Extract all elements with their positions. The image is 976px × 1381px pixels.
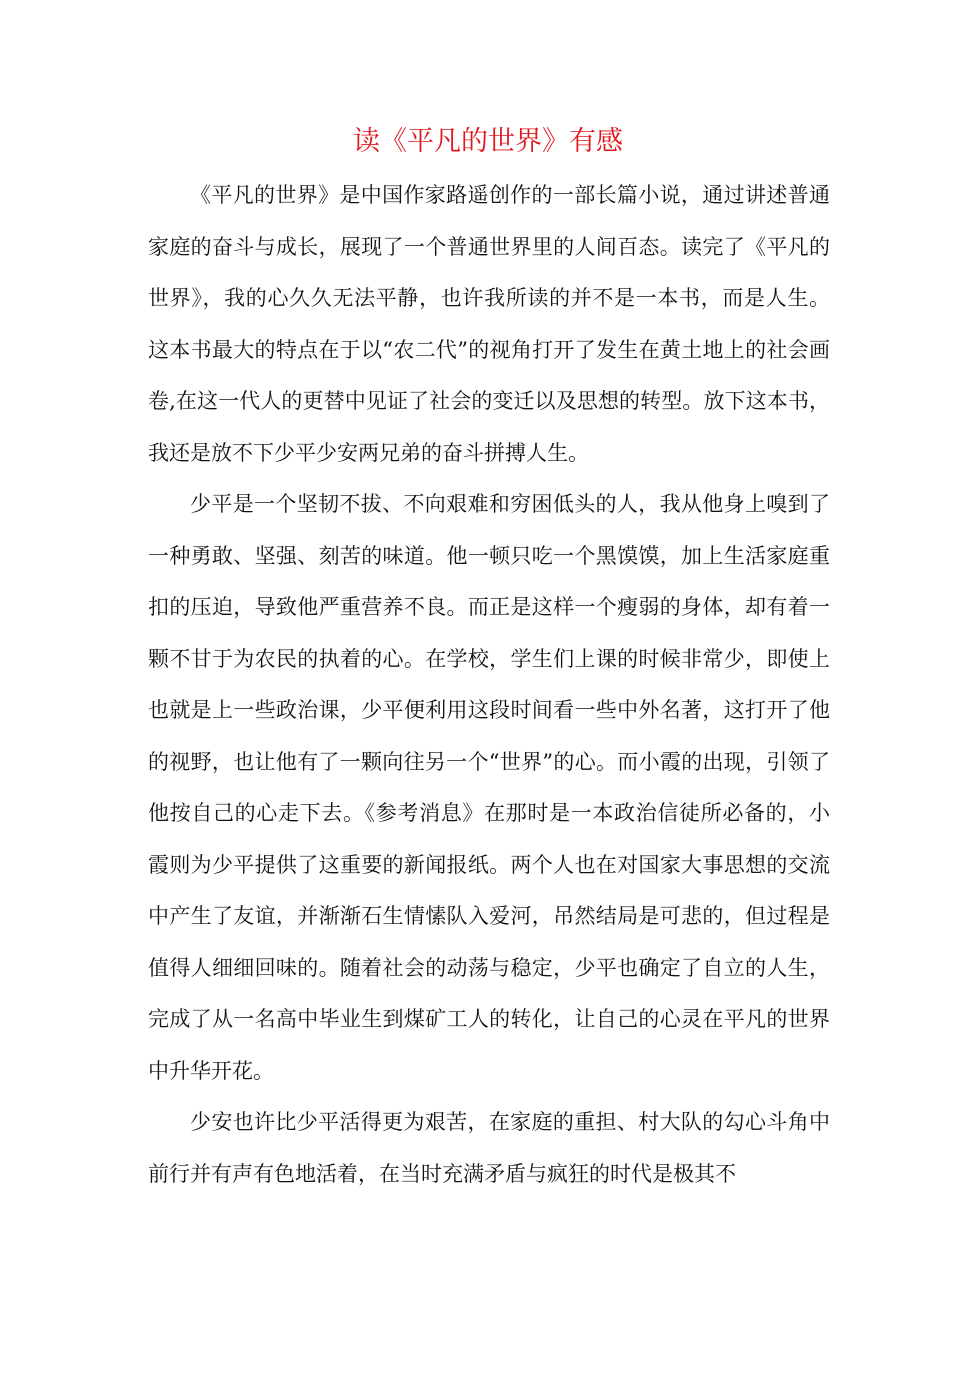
- document-body: [148, 170, 830, 1200]
- paragraph-shaoping: 少平是一个坚韧不拔、不向艰难和穷困低头的人，我从他身上嗅到了一种勇敢、坚强、刻苦的味道。他一顿只吃一个黑馍馍，加上生活家庭重扣的压迫，导致他严重营养不良。而正是这样一个瘦弱的身体，却有着一颗不甘于为农民的执着的心。在学校，学生们上课的时候非常少，即使上也就是上一些政治课，少平便利用这段时间看一些中外名著，这打开了他的视野，也让他有了一颗向往另一个“世界”的心。而小霞的出现，引领了他按自己的心走下去。《参考消息》在那时是一本政治信徒所必备的，小霞则为少平提供了这重要的新闻报纸。两个人也在对国家大事思想的交流中产生了友谊，并渐渐石生情愫队入爱河，吊然结局是可悲的，但过程是值得人细细回味的。随着社会的动荡与稳定，少平也确定了自立的人生，完成了从一名高中毕业生到煤矿工人的转化，让自己的心灵在平凡的世界中升华开花。: [148, 492, 830, 1083]
- document-title: 读《平凡的世界》有感: [353, 126, 623, 157]
- paragraph-intro: 《平凡的世界》是中国作家路遥创作的一部长篇小说，通过讲述普通家庭的奋斗与成长，展现了一个普通世界里的人间百态。读完了《平凡的世界》，我的心久久无法平静，也许我所读的并不是一本书，而是人生。这本书最大的特点在于以“农二代”的视角打开了发生在黄土地上的社会画卷,在这一代人的更替中见证了社会的变迁以及思想的转型。放下这本书，我还是放不下少平少安两兄弟的奋斗拼搏人生。: [148, 183, 830, 465]
- paragraph-shaoan: 少安也许比少平活得更为艰苦，在家庭的重担、村大队的勾心斗角中前行并有声有色地活着，在当时充满矛盾与疯狂的时代是极其不: [148, 1110, 830, 1186]
